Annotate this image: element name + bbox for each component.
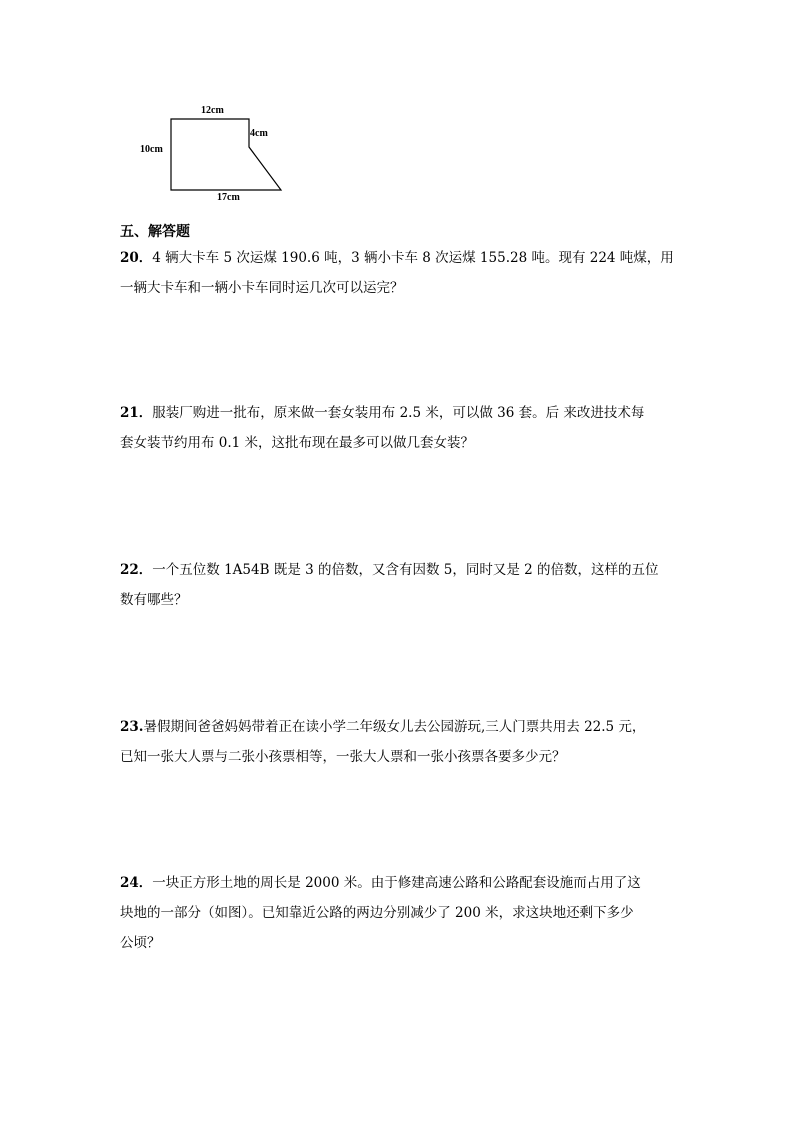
- question-text: 一块正方形土地的周长是 2000 米。由于修建高速公路和公路配套设施而占用了这: [152, 875, 641, 891]
- question-21: [120, 398, 680, 458]
- question-line: [120, 398, 680, 428]
- section-title: 五、解答题: [120, 224, 190, 240]
- question-line: [120, 868, 680, 898]
- question-number: 20．: [120, 250, 153, 266]
- figure-label-top: 12cm: [201, 105, 224, 116]
- question-22: [120, 555, 680, 615]
- question-24: [120, 868, 680, 958]
- question-number: 21．: [120, 405, 153, 421]
- question-20: [120, 243, 680, 303]
- question-number: 23.: [120, 719, 144, 735]
- question-line: [120, 243, 680, 273]
- question-line: [120, 555, 680, 585]
- question-text: 套女装节约用布 0.1 米，这批布现在最多可以做几套女装？: [120, 435, 475, 451]
- question-23: [120, 712, 680, 772]
- question-text: 暑假期间爸爸妈妈带着正在读小学二年级女儿去公园游玩,三人门票共用去 22.5 元，: [143, 719, 646, 735]
- trapezoid-figure: [138, 102, 288, 206]
- question-text: 已知一张大人票与二张小孩票相等，一张大人票和一张小孩票各要多少元？: [120, 749, 566, 765]
- question-text: 一个五位数 1A54B 既是 3 的倍数，又含有因数 5，同时又是 2 的倍数，这样的五位: [152, 562, 659, 578]
- question-text: 公顷？: [120, 935, 161, 951]
- question-text: 块地的一部分（如图）。已知靠近公路的两边分别减少了 200 米，求这块地还剩下多少: [120, 905, 634, 921]
- question-number: 22．: [120, 562, 153, 578]
- question-text: 4 辆大卡车 5 次运煤 190.6 吨，3 辆小卡车 8 次运煤 155.28 吨。现有 224 吨煤，用: [152, 250, 674, 266]
- question-text: 服装厂购进一批布，原来做一套女装用布 2.5 米，可以做 36 套。后 来改进技术每: [152, 405, 645, 421]
- question-number: 24．: [120, 875, 153, 891]
- figure-label-right: 4cm: [250, 128, 268, 139]
- figure-label-bottom: 17cm: [217, 192, 240, 203]
- figure-label-left: 10cm: [140, 144, 163, 155]
- question-text: 一辆大卡车和一辆小卡车同时运几次可以运完？: [120, 280, 404, 296]
- question-text: 数有哪些？: [120, 592, 188, 608]
- question-line: [120, 712, 680, 742]
